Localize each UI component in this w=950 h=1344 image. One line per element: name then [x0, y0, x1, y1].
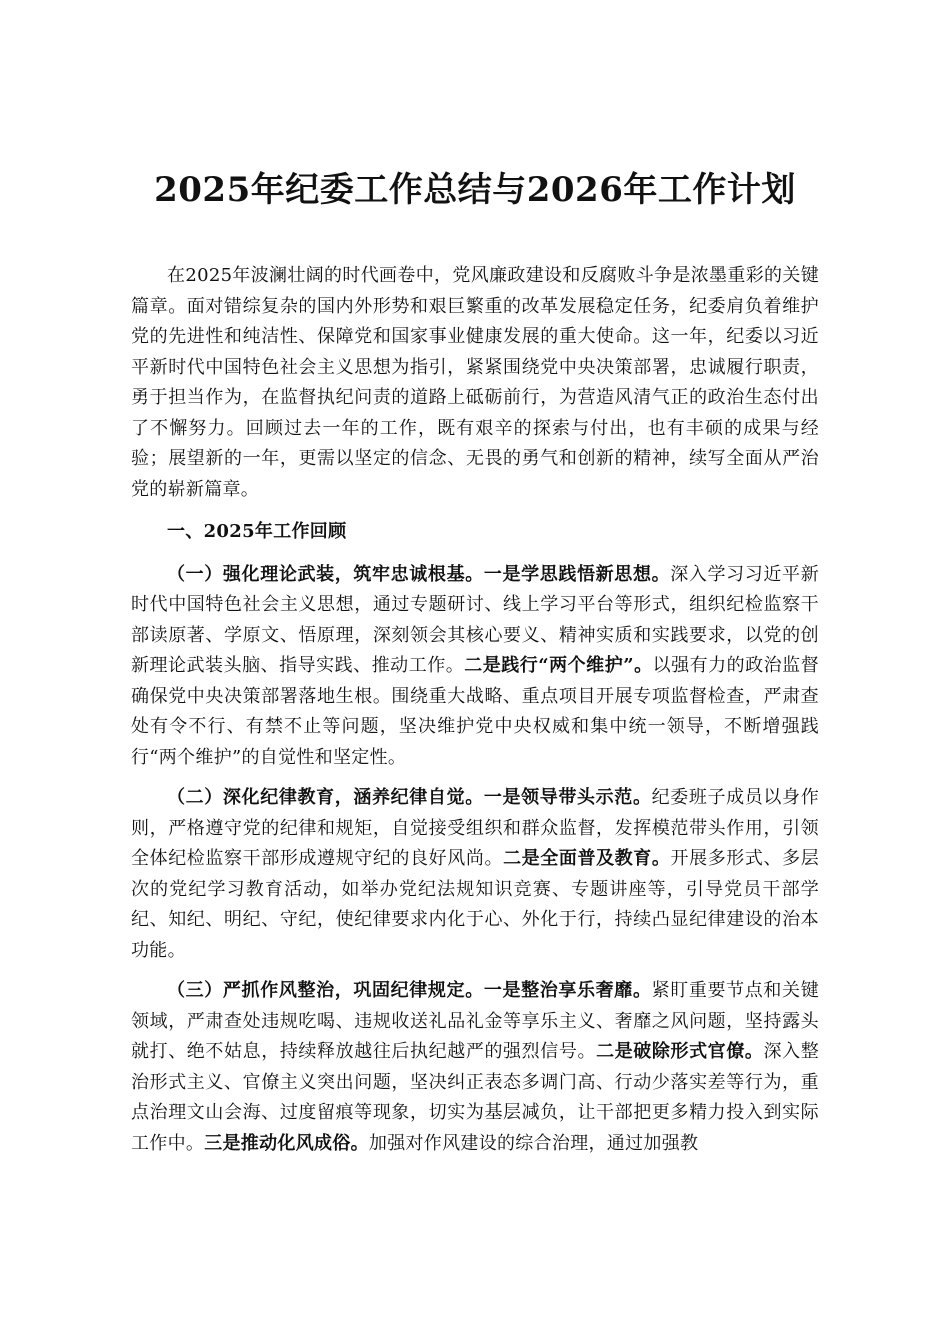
point-lead: 二是践行“两个维护”。: [464, 655, 653, 676]
point-lead: 一是学思践悟新思想。: [483, 563, 671, 585]
document-body: [131, 261, 819, 1159]
paragraph-style: [131, 976, 819, 1159]
point-text: 紧盯重要节点和关键领域，严肃查处违规吃喝、违规收送礼品礼金等享乐主义、奢靡之风问题，坚持露头就打、绝不姑息，持续释放越往后执纪越严的强烈信号。: [131, 980, 819, 1062]
point-lead: 二是全面普及教育。: [503, 848, 671, 869]
paragraph-heading: （三）严抓作风整治，巩固纪律规定。: [167, 980, 484, 1001]
point-text: 纪委班子成员以身作则，严格遵守党的纪律和规矩，自觉接受组织和群众监督，发挥模范带头作用，引领全体纪检监察干部形成遵规守纪的良好风尚。: [131, 787, 819, 869]
point-lead: 三是推动化风成俗。: [204, 1132, 369, 1154]
point-text: 开展多形式、多层次的党纪学习教育活动，如举办党纪法规知识竞赛、专题讲座等，引导党员干部学纪、知纪、明纪、守纪，使纪律要求内化于心、外化于行，持续凸显纪律建设的治本功能。: [131, 848, 820, 961]
point-text: 以强有力的政治监督确保党中央决策部署落地生根。围绕重大战略、重点项目开展专项监督检查，严肃查处有令不行、有禁不止等问题，坚决维护党中央权威和集中统一领导，不断增强践行“两个维护”的自觉性和坚定性。: [131, 655, 819, 768]
paragraph-heading: （二）深化纪律教育，涵养纪律自觉。: [167, 787, 484, 808]
point-text: 加强对作风建设的综合治理，通过加强教: [368, 1132, 699, 1154]
section-heading-review: 一、2025年工作回顾: [167, 521, 347, 542]
paragraph-theory: [131, 560, 819, 774]
point-lead: 一是领导带头示范。: [483, 787, 652, 808]
point-text: 深入整治形式主义、官僚主义突出问题，坚决纠正表态多调门高、行动少落实差等行为，重点治理文山会海、过度留痕等现象，切实为基层减负，让干部把更多精力投入到实际工作中。: [131, 1041, 819, 1154]
intro-paragraph: 在2025年波澜壮阔的时代画卷中，党风廉政建设和反腐败斗争是浓墨重彩的关键篇章。面对错综复杂的国内外形势和艰巨繁重的改革发展稳定任务，纪委肩负着维护党的先进性和纯洁性、保障党和国家事业健康发展的重大使命。这一年，纪委以习近平新时代中国特色社会主义思想为指引，紧紧围绕党中央决策部署，忠诚履行职责，勇于担当作为，在监督执纪问责的道路上砥砺前行，为营造风清气正的政治生态付出了不懈努力。回顾过去一年的工作，既有艰辛的探索与付出，也有丰硕的成果与经验；展望新的一年，更需以坚定的信念、无畏的勇气和创新的精神，续写全面从严治党的崭新篇章。: [131, 265, 819, 500]
point-text: 深入学习习近平新时代中国特色社会主义思想，通过专题研讨、线上学习平台等形式，组织纪检监察干部读原著、学原文、悟原理，深刻领会其核心要义、精神实质和实践要求，以党的创新理论武装头脑、指导实践、推动工作。: [131, 563, 819, 676]
point-lead: 一是整治享乐奢靡。: [483, 980, 652, 1001]
document-title: 2025年纪委工作总结与2026年工作计划: [154, 170, 796, 210]
paragraph-heading: （一）强化理论武装，筑牢忠诚根基。: [167, 563, 484, 585]
paragraph-discipline: [131, 783, 819, 966]
point-lead: 二是破除形式官僚。: [596, 1041, 764, 1062]
